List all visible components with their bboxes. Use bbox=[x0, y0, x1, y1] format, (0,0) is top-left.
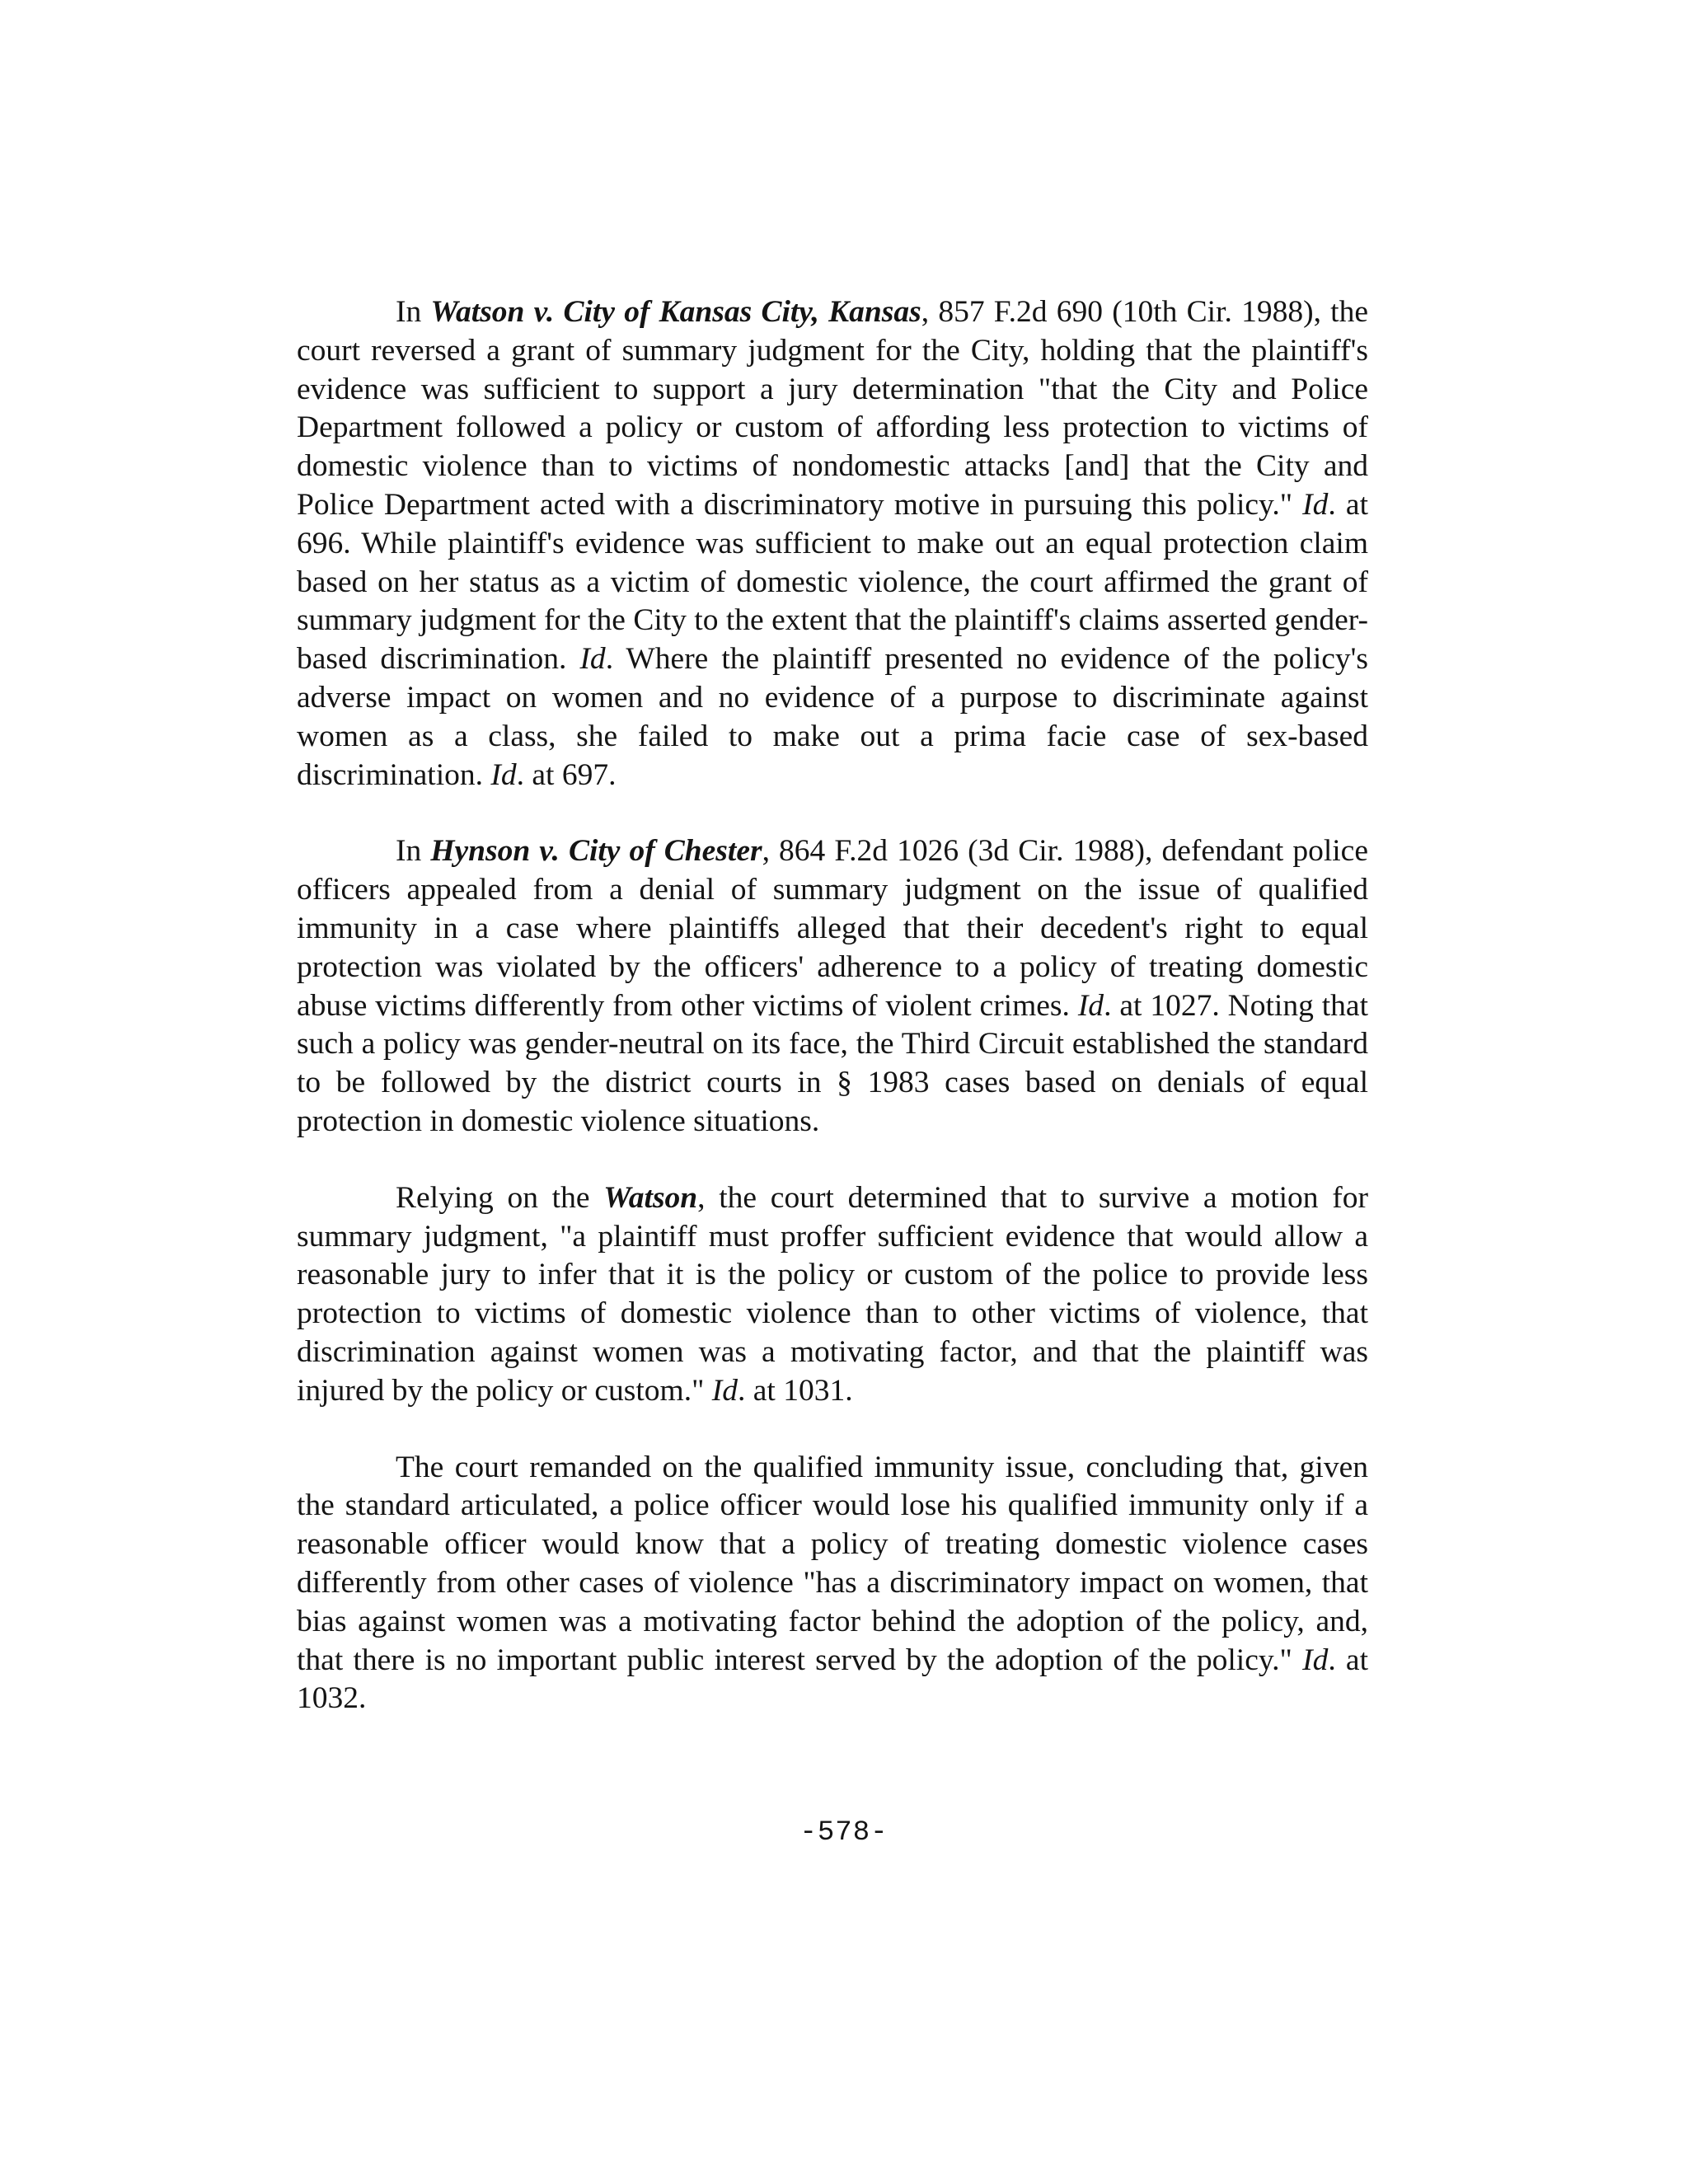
case-name: Watson bbox=[603, 1180, 698, 1215]
text-segment: In bbox=[396, 834, 431, 869]
text-segment: . at 1031. bbox=[738, 1373, 853, 1408]
text-segment: Relying on the bbox=[396, 1180, 604, 1215]
text-segment: . at 1027. Noting that such a policy was gender-neutral on its face, the Third Circuit established the standard to be followed by the district courts in § 1983 cases based on denials of equal protection in domestic violence situations. bbox=[297, 988, 1368, 1138]
citation-id: Id bbox=[1302, 487, 1329, 522]
text-segment: , 857 F.2d 690 (10th Cir. 1988), the court reversed a grant of summary judgment for the City, holding that the plaintiff's evidence was sufficient to support a jury determination "that the City and Police Department followed a policy or custom of affording less protection to victims of domestic violence than to victims of nondomestic attacks [and] that the City and Police Department acted with a discriminatory motive in pursuing this policy." bbox=[297, 295, 1368, 522]
text-segment: . at 696. While plaintiff's evidence was sufficient to make out an equal protection claim based on her status as a victim of domestic violence, the court affirmed the grant of summary judgment for the City to the extent that the plaintiff's claims asserted gender-based discrimination. bbox=[297, 487, 1368, 677]
page-number: -578- bbox=[799, 1817, 889, 1849]
text-segment: In bbox=[396, 295, 431, 329]
text-segment: . at 1032. bbox=[297, 1643, 1368, 1716]
text-segment: . at 697. bbox=[516, 757, 617, 792]
text-segment: , the court determined that to survive a motion for summary judgment, "a plaintiff must proffer sufficient evidence that would allow a reasonable jury to infer that it is the policy or custom of the police to provide less protection to victims of domestic violence than to other victims of violence, that discrimination against women was a motivating factor, and that the plaintiff was injured by the policy or custom." bbox=[297, 1180, 1369, 1408]
citation-id: Id bbox=[579, 642, 606, 677]
paragraph-hynson bbox=[297, 832, 1368, 1141]
paragraph-remand bbox=[297, 1449, 1368, 1719]
citation-id: Id bbox=[711, 1373, 738, 1408]
citation-id: Id bbox=[1302, 1643, 1329, 1677]
text-segment: , 864 F.2d 1026 (3d Cir. 1988), defendant police officers appealed from a denial of summary judgment on the issue of qualified immunity in a case where plaintiffs alleged that their decedent's right to equal protection was violated by the officers' adherence to a policy of treating domestic abuse victims differently from other victims of violent crimes. bbox=[297, 834, 1368, 1023]
text-segment: The court remanded on the qualified immunity issue, concluding that, given the standard articulated, a police officer would lose his qualified immunity only if a reasonable officer would know that a policy of treating domestic violence cases differently from other cases of violence "has a discriminatory impact on women, that bias against women was a motivating factor behind the adoption of the policy, and, that there is no important public interest served by the adoption of the policy." bbox=[297, 1450, 1368, 1677]
citation-id: Id bbox=[1077, 988, 1104, 1023]
text-segment: . Where the plaintiff presented no evidence of the policy's adverse impact on women and no evidence of a purpose to discriminate against women as a class, she failed to make out a prima facie case of sex-based discrimination. bbox=[297, 642, 1368, 792]
case-name: Watson v. City of Kansas City, Kansas bbox=[430, 295, 921, 329]
paragraph-watson bbox=[297, 293, 1368, 794]
document-body bbox=[297, 293, 1368, 1756]
case-name: Hynson v. City of Chester bbox=[430, 834, 762, 869]
paragraph-relying-on-watson bbox=[297, 1179, 1368, 1411]
citation-id: Id bbox=[490, 757, 517, 792]
